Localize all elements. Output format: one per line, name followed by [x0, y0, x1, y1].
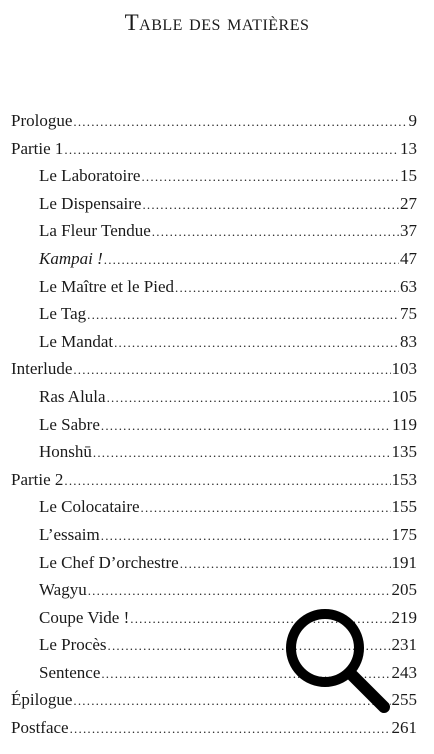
toc-entry-label: L’essaim — [39, 524, 100, 544]
toc-entry-la-fleur-tendue[interactable] — [11, 217, 417, 245]
toc-entry-page: 75 — [400, 304, 417, 324]
toc-entry-postface[interactable] — [11, 714, 417, 742]
dot-leader — [107, 384, 391, 412]
toc-entry-page: 135 — [391, 442, 417, 462]
dot-leader — [101, 522, 391, 550]
toc-entry-page: 103 — [391, 359, 417, 379]
toc-entry-page: 191 — [391, 552, 417, 572]
toc-entry-le-mandat[interactable] — [11, 328, 417, 356]
toc-entry-label: Sentence — [39, 662, 101, 682]
toc-entry-label: Coupe Vide ! — [39, 607, 130, 627]
toc-entry-page: 47 — [400, 248, 417, 268]
toc-entry-label: Le Tag — [39, 304, 87, 324]
toc-entry-label: Postface — [11, 718, 69, 738]
toc-entry-le-dispensaire[interactable] — [11, 190, 417, 218]
toc-entry-label: Ras Alula — [39, 386, 106, 406]
toc-entry-kampai[interactable] — [11, 245, 417, 273]
toc-entry-page: 105 — [391, 386, 417, 406]
toc-entry-label: Partie 2 — [11, 469, 64, 489]
dot-leader — [73, 108, 407, 136]
dot-leader — [141, 494, 391, 522]
toc-entry-page: 261 — [391, 718, 417, 738]
dot-leader — [152, 218, 399, 246]
dot-leader — [114, 329, 399, 357]
toc-entry-label: Prologue — [11, 111, 73, 130]
toc-entry-partie-2[interactable] — [11, 466, 417, 494]
dot-leader — [93, 439, 391, 467]
toc-entry-page: 155 — [391, 497, 417, 517]
dot-leader — [73, 356, 390, 384]
toc-entry-label: Interlude — [11, 359, 73, 379]
toc-entry-partie-1[interactable] — [11, 135, 417, 163]
toc-entry-le-sabre[interactable] — [11, 411, 417, 439]
toc-entry-label: Le Laboratoire — [39, 166, 141, 186]
toc-entry-label: Wagyu — [39, 580, 87, 600]
toc-entry-le-colocataire[interactable] — [11, 493, 417, 521]
toc-entry-page: 153 — [391, 469, 417, 489]
toc-entry-page: 175 — [391, 524, 417, 544]
magnifier-icon[interactable] — [281, 604, 393, 716]
dot-leader — [104, 246, 399, 274]
dot-leader — [88, 577, 391, 605]
toc-entry-page: 9 — [408, 111, 417, 130]
toc-entry-page: 219 — [391, 607, 417, 627]
toc-entry-page: 13 — [400, 138, 417, 158]
toc-entry-label: Le Colocataire — [39, 497, 140, 517]
toc-entry-page: 63 — [400, 276, 417, 296]
toc-entry-label: Partie 1 — [11, 138, 64, 158]
toc-entry-label: Honshū — [39, 442, 92, 462]
toc-entry-prologue[interactable] — [11, 107, 417, 135]
toc-entry-page: 37 — [400, 221, 417, 241]
dot-leader — [175, 274, 399, 302]
toc-entry-page: 27 — [400, 193, 417, 213]
toc-entry-page: 119 — [392, 414, 417, 434]
toc-entry-l-essaim[interactable] — [11, 521, 417, 549]
dot-leader — [101, 412, 391, 440]
toc-entry-page: 231 — [391, 635, 417, 655]
toc-entry-label: La Fleur Tendue — [39, 221, 151, 241]
toc-entry-wagyu[interactable] — [11, 576, 417, 604]
toc-title: Table des matières — [124, 10, 310, 35]
toc-entry-label: Le Sabre — [39, 414, 100, 434]
dot-leader — [64, 467, 390, 495]
toc-entry-page: 205 — [391, 580, 417, 600]
toc-entry-le-laboratoire[interactable] — [11, 162, 417, 190]
magnifier-icon-graphic — [281, 604, 393, 716]
toc-entry-ras-alula[interactable] — [11, 383, 417, 411]
toc-entry-label: Kampai ! — [39, 248, 103, 268]
toc-entry-label: Le Chef D’orchestre — [39, 552, 179, 572]
dot-leader — [180, 550, 391, 578]
toc-entry-label: Le Procès — [39, 635, 107, 655]
toc-entry-interlude[interactable] — [11, 355, 417, 383]
toc-entry-label: Le Mandat — [39, 331, 114, 351]
dot-leader — [70, 715, 391, 743]
dot-leader — [142, 191, 399, 219]
toc-entry-label: Le Dispensaire — [39, 193, 142, 213]
toc-entry-page: 15 — [400, 166, 417, 186]
toc-entry-page: 83 — [400, 331, 417, 351]
dot-leader — [141, 163, 399, 191]
toc-entry-label: Le Maître et le Pied — [39, 276, 175, 296]
toc-entry-page: 255 — [391, 690, 417, 710]
toc-entry-honshu[interactable] — [11, 438, 417, 466]
toc-entry-le-tag[interactable] — [11, 300, 417, 328]
dot-leader — [64, 136, 399, 164]
toc-entry-label: Épilogue — [11, 690, 73, 710]
dot-leader — [87, 301, 399, 329]
toc-entry-page: 243 — [391, 662, 417, 682]
toc-entry-le-maitre-et-le-pied[interactable] — [11, 273, 417, 301]
toc-entry-le-chef-d-orchestre[interactable] — [11, 549, 417, 577]
